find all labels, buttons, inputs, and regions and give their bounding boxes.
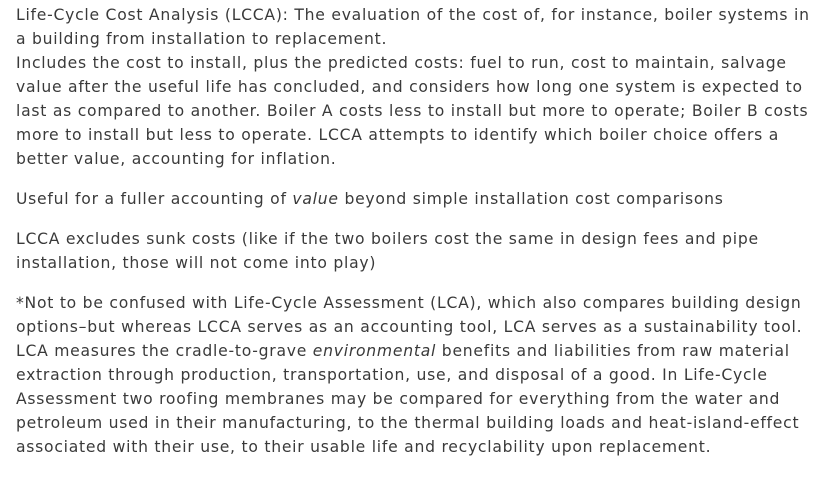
note-emphasis: environmental xyxy=(312,342,437,360)
includes-paragraph: Includes the cost to install, plus the predicted costs: fuel to run, cost to maintain, salvage value after the useful life has concluded, and considers how long one system is expected to last as compared to another. Boiler A costs less to install but more to operate; Boiler B costs more to install but less to operate. LCCA attempts to identify which boiler choice offers a better value, accounting for inflation. xyxy=(16,54,809,168)
document-body xyxy=(16,3,812,459)
note-text-before: *Not to be confused with Life-Cycle Assessment (LCA), which also compares building design options–but whereas LCCA serves as an accounting tool, LCA serves as a sustainability tool. LCA measures the cradle-to-grave xyxy=(16,294,803,360)
definition-paragraph: Life-Cycle Cost Analysis (LCCA): The evaluation of the cost of, for instance, boiler systems in a building from installation to replacement. xyxy=(16,6,810,48)
exclusion-paragraph: LCCA excludes sunk costs (like if the two boilers cost the same in design fees and pipe installation, those will not come into play) xyxy=(16,230,759,272)
usefulness-text-before: Useful for a fuller accounting of xyxy=(16,190,293,208)
note-paragraph xyxy=(16,291,812,459)
usefulness-paragraph xyxy=(16,187,812,211)
usefulness-text-after: beyond simple installation cost comparisons xyxy=(338,190,724,208)
note-text-after: benefits and liabilities from raw material extraction through production, transportation, use, and disposal of a good. In Life-Cycle Assessment two roofing membranes may be compared for everything from the water and petroleum used in their manufacturing, to the thermal building loads and heat-island-effect associated with their use, to their usable life and recyclability upon replacement. xyxy=(16,342,800,456)
usefulness-emphasis: value xyxy=(292,190,339,208)
